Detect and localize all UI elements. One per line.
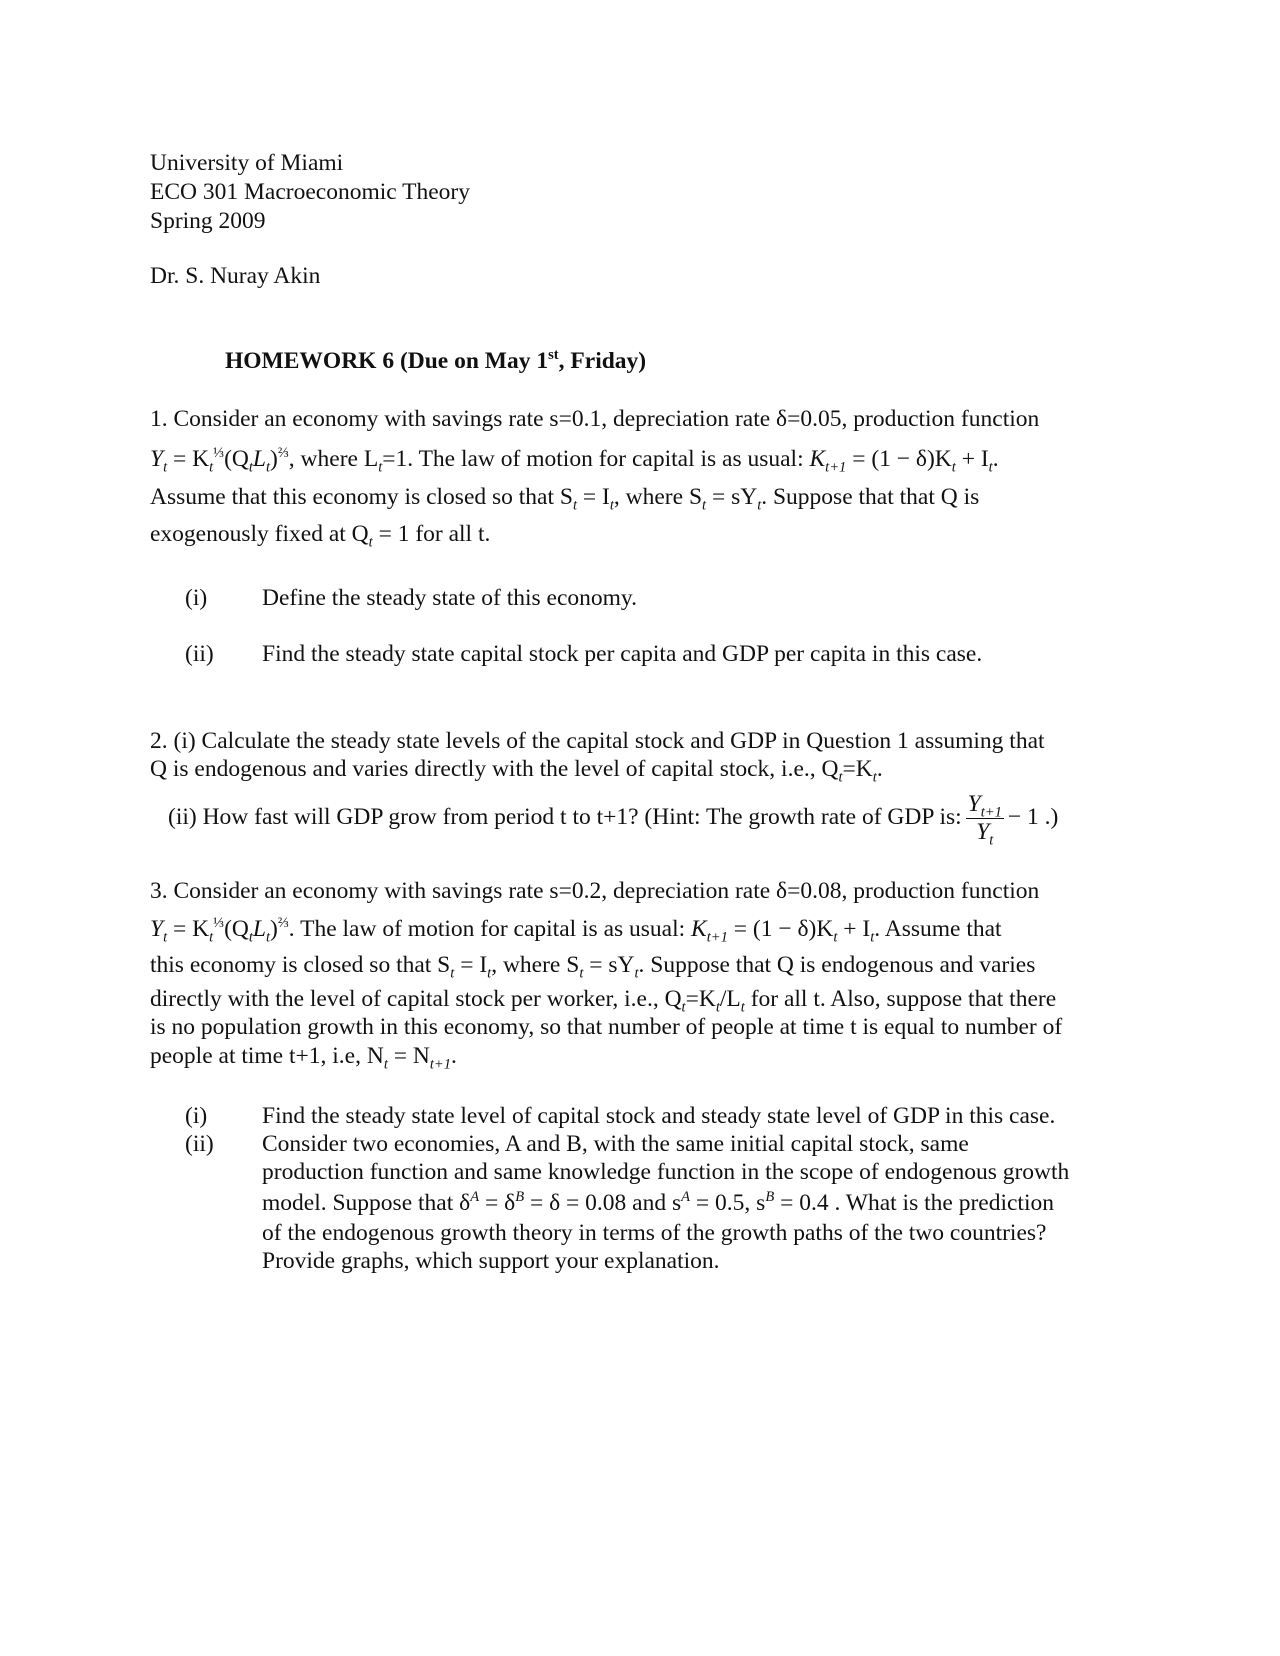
q3-q: (Q bbox=[224, 916, 249, 942]
sub-t: t bbox=[579, 965, 584, 982]
q1-eq-k: = K bbox=[173, 446, 210, 472]
q1-line-3 bbox=[150, 484, 980, 514]
q3-ii-line-2: production function and same knowledge function in the scope of endogenous growth bbox=[262, 1159, 1070, 1185]
q1-fixed: = 1 for all t. bbox=[378, 521, 491, 547]
sub-t1: t+1 bbox=[706, 929, 728, 946]
q3-ii-line-5: Provide graphs, which support your explanation. bbox=[262, 1248, 720, 1274]
q1-where: , where L bbox=[288, 446, 379, 472]
q3-eq-k: = K bbox=[173, 916, 210, 942]
sub-t: t bbox=[248, 459, 253, 476]
sub-t: t bbox=[951, 459, 956, 476]
sub-t: t bbox=[715, 999, 720, 1016]
sub-t: t bbox=[209, 929, 214, 946]
q3-closed: this economy is closed so that S bbox=[150, 952, 451, 978]
sub-t: t bbox=[266, 929, 271, 946]
q1-eq-i: = I bbox=[582, 484, 610, 510]
q3-line-6: people at time t+1, i.e, $N_t = N_{t+1}$. bbox=[150, 1043, 457, 1073]
q1-line-4 bbox=[150, 521, 491, 551]
sub-t: t bbox=[740, 999, 745, 1016]
q3-over-l: /L bbox=[719, 986, 741, 1012]
sub-t: t bbox=[757, 497, 762, 514]
sub-t: t bbox=[368, 534, 373, 551]
q3-suppose: . Suppose that Q is endogenous and varies bbox=[638, 952, 1036, 978]
instructor: Dr. S. Nuray Akin bbox=[150, 263, 321, 289]
q1-law-rhs: = (1 − δ)K bbox=[852, 446, 952, 472]
sub-t: t bbox=[988, 459, 993, 476]
q1-closed: Assume that this economy is closed so that S bbox=[150, 484, 573, 510]
q3-exp-2: ⅔ bbox=[277, 915, 289, 932]
homework-title bbox=[225, 347, 647, 374]
q1-y: Y bbox=[150, 446, 164, 472]
q3-i-label: (i) bbox=[185, 1103, 208, 1129]
q1-sy: = sY bbox=[711, 484, 758, 510]
q3-line-4 bbox=[150, 986, 1057, 1016]
sub-t1: t+1 bbox=[980, 804, 1002, 821]
q3-ii-sa: = 0.5, s bbox=[695, 1190, 766, 1216]
q3-exp-1: ⅓ bbox=[213, 915, 225, 932]
sub-t: t bbox=[383, 1056, 388, 1073]
q2-eqk: =K bbox=[842, 756, 873, 782]
q3-sy: = sY bbox=[589, 952, 635, 978]
q1-q: (Q bbox=[224, 446, 249, 472]
q3-plus-i: + I bbox=[843, 916, 871, 942]
sub-t: t bbox=[163, 929, 168, 946]
sub-t: t bbox=[378, 459, 383, 476]
course-title: ECO 301 Macroeconomic Theory bbox=[150, 179, 470, 205]
sup-b: B bbox=[765, 1189, 775, 1206]
title-sup: st bbox=[548, 347, 559, 364]
sub-t: t bbox=[450, 965, 455, 982]
q3-law: . The law of motion for capital is as usual: bbox=[288, 916, 692, 942]
sub-t: t bbox=[572, 497, 578, 514]
q2-line-1: 2. (i) Calculate the steady state levels of the capital stock and GDP in Question 1 assuming that bbox=[150, 728, 1045, 754]
q3-line-1: 3. Consider an economy with savings rate s=0.2, depreciation rate δ=0.08, production function bbox=[150, 878, 1040, 904]
sub-t: t bbox=[681, 999, 686, 1016]
sub-t: t bbox=[609, 497, 614, 514]
sub-t1: t+1 bbox=[825, 459, 847, 476]
q3-y: Y bbox=[150, 916, 164, 942]
q1-exp-2: ⅔ bbox=[277, 445, 289, 462]
q3-line-5: is no population growth in this economy, so that number of people at time t is equal to number of bbox=[150, 1014, 1063, 1040]
q1-l: L bbox=[252, 446, 266, 472]
university-name: University of Miami bbox=[150, 150, 344, 176]
q3-i-text: Find the steady state level of capital stock and steady state level of GDP in this case. bbox=[262, 1103, 1056, 1129]
q2-hint: (ii) How fast will GDP grow from period t to t+1? (Hint: The growth rate of GDP is: bbox=[168, 803, 962, 830]
q1-suppose: . Suppose that that Q is bbox=[761, 484, 980, 510]
q1-where-s: , where S bbox=[613, 484, 703, 510]
sup-b: B bbox=[515, 1189, 525, 1206]
sub-t: t bbox=[989, 832, 994, 849]
sub-t: t bbox=[266, 459, 271, 476]
sub-t: t bbox=[487, 965, 492, 982]
q3-ii-line-4: of the endogenous growth theory in terms of the growth paths of the two countries? bbox=[262, 1220, 1047, 1246]
q2-line-2: Q is endogenous and varies directly with the level of capital stock, i.e., $Q_t=K_t$. bbox=[150, 756, 883, 786]
frac-den: Y bbox=[976, 818, 990, 845]
q2-end: − 1 .) bbox=[1007, 803, 1059, 830]
sub-t: t bbox=[870, 929, 875, 946]
q3-line-2: $Y_t = K_t^{\frac{1}{3}}(Q_tL_t)^{\frac{2}{3}}$. The law of motion for capital is as usual: $K_{t+1} = (1 - \delta)K_t + I_t$. Assume that bbox=[150, 915, 1002, 946]
title-suffix: , Friday) bbox=[558, 348, 647, 374]
q1-exp-1: ⅓ bbox=[213, 445, 225, 462]
q1-i-text: Define the steady state of this economy. bbox=[262, 585, 638, 611]
sub-t: t bbox=[209, 459, 214, 476]
title-prefix: HOMEWORK 6 (Due on May 1 bbox=[225, 348, 549, 374]
q3-directly: directly with the level of capital stock per worker, i.e., Q bbox=[150, 986, 682, 1012]
q1-law: =1. The law of motion for capital is as usual: bbox=[382, 446, 810, 472]
q2-line-3 bbox=[168, 791, 1059, 849]
q3-eq-i: = I bbox=[460, 952, 488, 978]
q3-where-s: , where S bbox=[491, 952, 580, 978]
q3-ii-line-3 bbox=[262, 1189, 1054, 1216]
sub-t: t bbox=[702, 497, 707, 514]
q1-line-2: $Y_t = K_t^{\frac{1}{3}}(Q_tL_t)^{\frac{2}{3}}$, where $L_t=1$. The law of motion for capital is as usual: $K_{t+1} = (1 - \delta)K_t + I_t$. bbox=[150, 445, 999, 476]
q2-endog: Q is endogenous and varies directly with the level of capital stock, i.e., Q bbox=[150, 756, 839, 782]
q1-ii-text: Find the steady state capital stock per capita and GDP per capita in this case. bbox=[262, 641, 983, 667]
sub-t: t bbox=[163, 459, 168, 476]
q3-line-3 bbox=[150, 952, 1036, 982]
q3-law-rhs: = (1 − δ)K bbox=[733, 916, 834, 942]
q3-ii-delta-val: = δ = 0.08 and s bbox=[529, 1190, 682, 1216]
q3-ii-sb: = 0.4 . What is the prediction bbox=[780, 1190, 1054, 1216]
sub-t: t bbox=[248, 929, 253, 946]
sub-t: t bbox=[833, 929, 838, 946]
q1-exog: exogenously fixed at Q bbox=[150, 521, 369, 547]
q1-ii-label: (ii) bbox=[185, 641, 214, 667]
q3-eq-n: = N bbox=[393, 1043, 430, 1069]
q3-also: for all t. Also, suppose that there bbox=[744, 986, 1057, 1012]
growth-fraction bbox=[966, 791, 1004, 849]
q3-ii-line-1: Consider two economies, A and B, with the same initial capital stock, same bbox=[262, 1131, 969, 1157]
q1-plus-i: + I bbox=[961, 446, 989, 472]
q1-k: K bbox=[809, 446, 826, 472]
frac-num: Y bbox=[967, 791, 981, 817]
term: Spring 2009 bbox=[150, 208, 266, 234]
q1-line-1: 1. Consider an economy with savings rate s=0.1, depreciation rate δ=0.05, production function bbox=[150, 406, 1040, 432]
q3-l: L bbox=[252, 916, 266, 942]
sup-a: A bbox=[681, 1189, 691, 1206]
q3-assume: . Assume that bbox=[874, 916, 1002, 942]
sup-a: A bbox=[470, 1189, 480, 1206]
q3-eqk: =K bbox=[685, 986, 716, 1012]
sub-t: t bbox=[872, 769, 877, 786]
q3-ii-label: (ii) bbox=[185, 1131, 214, 1157]
q3-k: K bbox=[691, 916, 707, 942]
q3-ii-eq-delta: = δ bbox=[484, 1190, 516, 1216]
sub-t: t bbox=[838, 769, 843, 786]
q3-ii-suppose: model. Suppose that δ bbox=[262, 1190, 471, 1216]
sub-t1: t+1 bbox=[429, 1056, 452, 1073]
sub-t: t bbox=[634, 965, 639, 982]
q1-i-label: (i) bbox=[185, 585, 208, 611]
q3-people: people at time t+1, i.e, N bbox=[150, 1043, 384, 1069]
